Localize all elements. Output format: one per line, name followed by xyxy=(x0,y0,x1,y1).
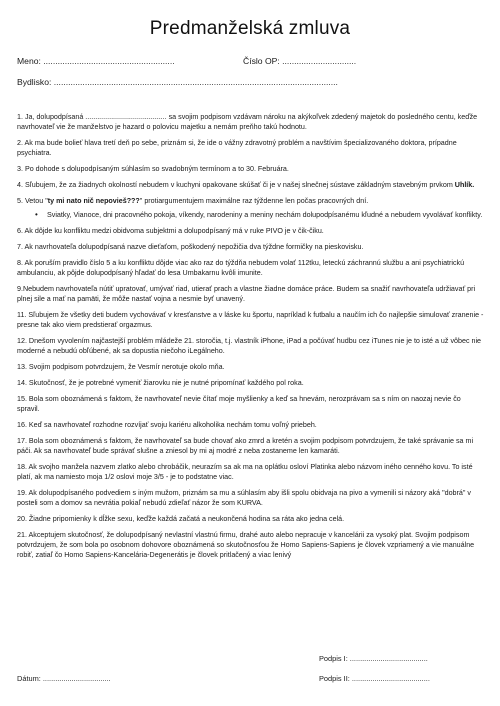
contract-body xyxy=(17,112,485,566)
page-title: Predmanželská zmluva xyxy=(149,18,351,39)
clause-1: 1. Ja, dolupodpísaná ......................................... sa svojim podpisom vzdávam nároku na akýkoľvek zdedený majetok do posledného centu, keďže navrhovateľ vie že manželstvo je hazard o polovicu majetku a nemám preňho takú hodnotu. xyxy=(17,113,478,131)
signature-2: Podpis II: ...................................... xyxy=(319,674,430,683)
clause-4 xyxy=(17,180,485,190)
clause-21: 21. Akceptujem skutočnosť, že dolupodpísaný nevlastní vlastnú firmu, drahé auto alebo nepracuje v kancelárii za vysoký plat. Svojim podpisom potvrdzujem, že som bola po osobnom dohovore oboznámená so skutočnosťou že Homo Sapiens-Sapiens je človek vzpriamený a vie manuálne robiť, zatiaľ čo Homo Sapiens-Kancelária-Degenerátis je človek pritlačený a viac lenivý xyxy=(17,531,475,559)
clause-6: 6. Ak dôjde ku konfliktu medzi obidvoma subjektmi a dolupodpísaný má v ruke PIVO je v čik-čiku. xyxy=(17,227,324,235)
clause-11: 11. Sľubujem že všetky deti budem vychovávať v kresťanstve a v láske ku športu, napríklad k futbalu a naučím ich čo najlepšie simulovať zranenie - presne tak ako viem predstierať orgazmus. xyxy=(17,311,484,329)
clause-5-bold: ty mi nato nič nepovieš??? xyxy=(47,197,140,205)
clause-8: 8. Ak poruším pravidlo číslo 5 a ku konfliktu dôjde viac ako raz do týždňa nebudem volať 112tku, leteckú záchrannú službu a ani psychiatrickú ambulanciu, ak pôjde dolupodpísaný hľadať do lesa Umbakarnu kvôli imunite. xyxy=(17,259,465,277)
id-number-field: Číslo OP: ............................... xyxy=(243,56,357,66)
date-field: Dátum: ................................. xyxy=(17,674,111,683)
address-field: Bydlisko: ....................................................................................................................... xyxy=(17,77,338,87)
clause-12: 12. Dnešom vyvolením najčastejší problém mládeže 21. storočia, t.j. vlastník iPhone, iPad a počúvať hudbu cez iTunes nie je to isté a už vôbec nie moderné a nebudú obľúbené, ak sa dopustia niečoho iLegálneho. xyxy=(17,337,482,355)
bullet-item: • Sviatky, Vianoce, dni pracovného pokoja, víkendy, narodeniny a meniny nechám dolupodpísanému kľudné a nebudem vyvolávať konflikty. xyxy=(47,210,485,220)
clause-17: 17. Bola som oboznámená s faktom, že navrhovateľ sa bude chovať ako zmrd a kretén a svojim podpisom potvrdzujem, že také správanie sa mi páči. Ak sa navrhovateľ bude správať slušne a zniesol by mi aj modré z neba zostaneme len kamaráti. xyxy=(17,437,474,455)
clause-5-prefix: 5. Vetou " xyxy=(17,197,48,205)
clause-15: 15. Bola som oboznámená s faktom, že navrhovateľ nevie čítať moje myšlienky a keď sa hnevám, nerozprávam sa s ním on naozaj nevie čo spravil. xyxy=(17,395,461,413)
clause-9: 9.Nebudem navrhovateľa nútiť upratovať, umývať riad, utierať prach a vlastne žiadne domáce práce. Budem sa snažiť navrhovateľa udržiavať pri plnej sile a mať na pamäti, že môže nastať vojna a nesmie byť unavený. xyxy=(17,285,476,303)
clause-16: 16. Keď sa navrhovateľ rozhodne rozvíjať svoju kariéru alkoholika nechám tomu voľný priebeh. xyxy=(17,421,317,429)
clause-3: 3. Po dohode s dolupodpísaným súhlasím so svadobným termínom a to 30. Februára. xyxy=(17,165,289,173)
clause-5-suffix: " protiargumentujem maximálne raz týždenne len počas pracovných dní. xyxy=(139,197,369,205)
clause-5-bullets xyxy=(17,210,485,220)
clause-13: 13. Svojim podpisom potvrdzujem, že Vesmír nerotuje okolo mňa. xyxy=(17,363,225,371)
clause-4-bold: Uhlík. xyxy=(454,181,475,189)
clause-7: 7. Ak navrhovateľa dolupodpísaná nazve dieťaťom, poškodený nepožičia dva týždne formičky na pieskovisku. xyxy=(17,243,364,251)
clause-18: 18. Ak svojho manžela nazvem zlatko alebo chrobáčik, neurazím sa ak ma na oplátku osloví Platinka alebo názvom iného cenného kovu. To isté platí, ak ma namiesto moja 1/2 oslovi moje 3/5 - je to podstatne viac. xyxy=(17,463,473,481)
clause-2: 2. Ak ma bude bolieť hlava tretí deň po sebe, priznám si, že ide o vážny zdravotný problém a navštívim špecializovaného doktora, prípadne psychiatra. xyxy=(17,139,457,157)
clause-19: 19. Ak dolupodpísaného podvediem s iným mužom, priznám sa mu a súhlasím aby išli spolu obidvaja na pivo a vymenili si názory aká "dobrá" v posteli som a domov sa nevrátia pokiaľ nebudú zdieľať názor že som KURVA. xyxy=(17,489,471,507)
signature-1: Podpis I: ...................................... xyxy=(319,654,428,663)
clause-5 xyxy=(17,196,485,206)
name-field: Meno: ....................................................... xyxy=(17,56,175,66)
clause-4-text: 4. Sľubujem, že za žiadnych okolností nebudem v kuchyni opakovane skúšať či je v našej slnečnej sústave základným stavebným prvkom xyxy=(17,181,453,189)
clause-14: 14. Skutočnosť, že je potrebné vymeniť žiarovku nie je nutné pripomínať každého pol roka. xyxy=(17,379,304,387)
clause-20: 20. Žiadne pripomienky k dĺžke sexu, keďže každá začatá a neukončená hodina sa ráta ako jedna celá. xyxy=(17,515,345,523)
